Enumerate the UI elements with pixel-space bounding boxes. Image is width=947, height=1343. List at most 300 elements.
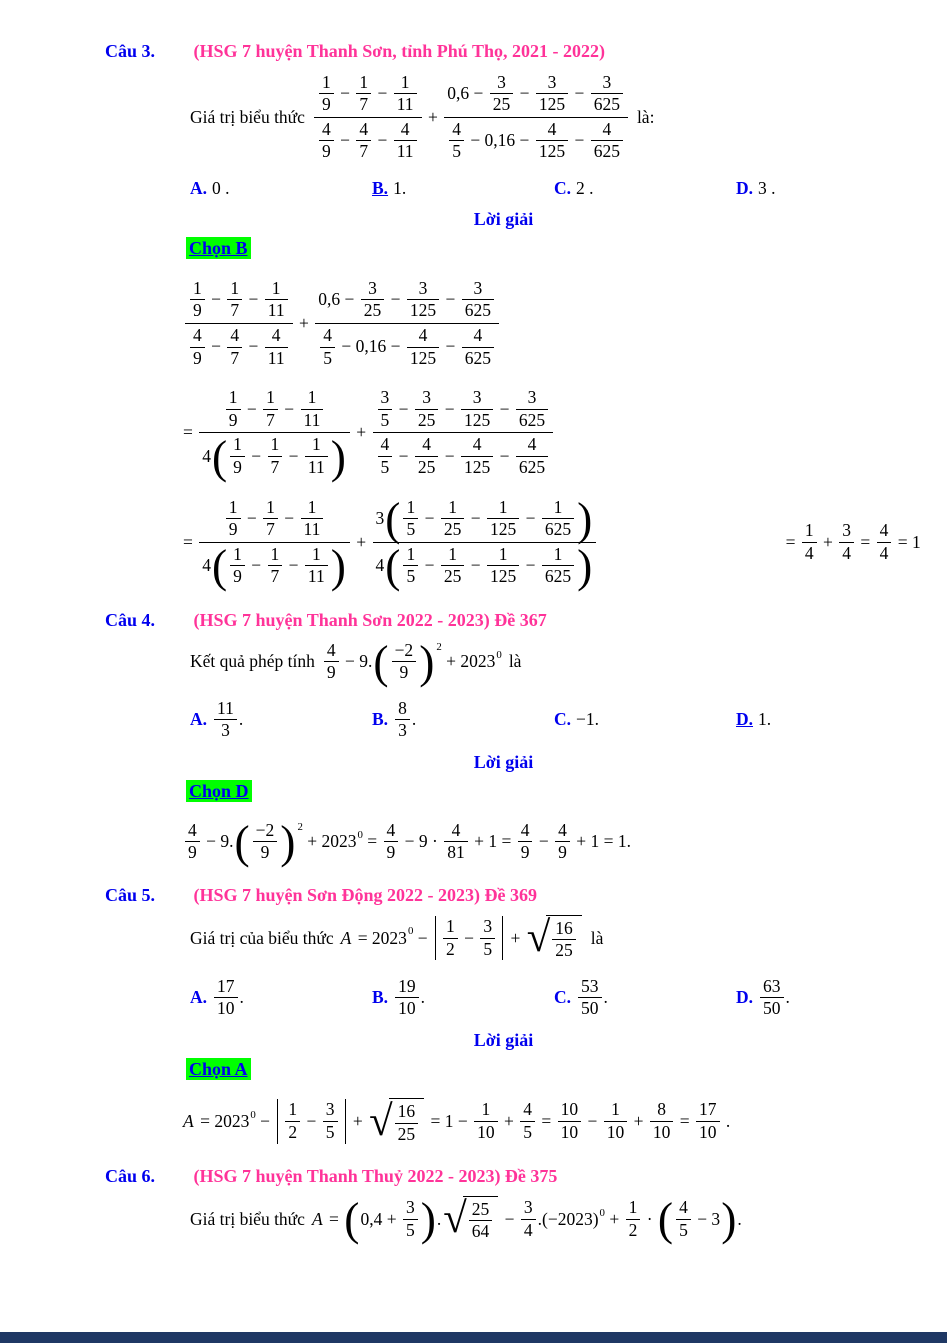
fraction-numerator: 3: [473, 277, 483, 298]
math-fraction: [305, 434, 328, 478]
question-number: Câu 4.: [105, 610, 156, 630]
fraction-numerator: 19: [398, 975, 416, 996]
solution-line: $\frac{4}{9}$ − 9. ( $\frac{-2}{9}$ ) 2 + 2023 0 = $\frac{4}{9}$ − 9 · $\frac{4}{81}$ + 1 = $\frac{4}{9}$ − $\frac{4}{9}$ + 1 = 1.: [183, 820, 631, 864]
math-text: −: [495, 445, 514, 466]
fraction-numerator: 4: [188, 819, 197, 840]
math-fraction: [469, 1199, 493, 1243]
fraction-numerator: 4: [452, 118, 461, 139]
solution-line: [183, 492, 598, 592]
fraction-numerator: 4: [326, 639, 336, 660]
math-fraction: [403, 1197, 418, 1241]
solution-heading: Lời giải: [473, 1029, 534, 1050]
answer-option-c: [554, 709, 736, 730]
fraction-numerator: 3 ( $\frac{1}{5}$ − $\frac{1}{25}$ − $\frac{1}{125}$ − $\frac{1}{625}$ ): [375, 492, 593, 545]
fraction-denominator: 50: [760, 997, 784, 1020]
fraction-denominator: 10: [474, 1121, 498, 1144]
math-fraction: [542, 544, 574, 588]
math-fraction: [490, 72, 514, 116]
fraction-numerator: 1: [406, 543, 416, 564]
fraction-numerator: 4: [380, 434, 390, 455]
math-text: − 3: [692, 1208, 721, 1229]
fraction-denominator: 625: [462, 347, 494, 370]
chosen-answer-row: [186, 781, 947, 802]
fraction-denominator: 9: [226, 518, 241, 541]
fraction-denominator: 125: [407, 347, 439, 370]
math-fraction: [263, 497, 278, 541]
fraction-denominator: 7: [263, 518, 278, 541]
fraction-denominator: 25: [552, 939, 576, 962]
fraction-denominator: [314, 117, 422, 164]
fraction-denominator: 11: [394, 93, 417, 116]
fraction-numerator: 4: [679, 1197, 688, 1218]
answer-row: [190, 698, 947, 742]
math-text: −: [420, 507, 439, 528]
fraction-denominator: 9: [392, 661, 417, 684]
fraction-numerator: 25: [471, 1198, 490, 1219]
fraction-denominator: 9: [253, 841, 278, 864]
fraction-denominator: 11: [305, 565, 328, 588]
fraction-numerator: 1: [266, 387, 275, 408]
math-text: .: [411, 709, 417, 730]
math-fraction: [558, 1099, 582, 1143]
question-suffix: là: [590, 927, 604, 948]
math-text: −: [570, 82, 589, 103]
answer-value: [758, 178, 776, 199]
answer-option-a: [190, 976, 372, 1020]
fraction-numerator: 4: [602, 118, 612, 139]
question-number: Câu 5.: [105, 885, 156, 906]
math-text: − 9 ·: [400, 831, 443, 852]
math-text: .: [436, 1208, 442, 1229]
fraction-numerator: 4: [558, 819, 567, 840]
math-text: −: [206, 289, 226, 310]
math-fraction: [323, 1099, 338, 1143]
math-fraction: [444, 71, 628, 164]
math-text: =: [183, 531, 198, 552]
math-text: 3 .: [758, 177, 776, 198]
fraction-denominator: 10: [696, 1121, 720, 1144]
fraction-denominator: 2: [285, 1121, 300, 1144]
question-suffix: là: [508, 651, 522, 672]
fraction-denominator: 125: [461, 409, 493, 432]
fraction-denominator: 9: [190, 347, 205, 370]
question-source: (HSG 7 huyện Sơn Động 2022 - 2023) Đề 369: [193, 885, 538, 906]
math-text: −: [570, 129, 589, 150]
math-fraction: [650, 1099, 674, 1143]
math-text: − 0,16 −: [465, 129, 534, 150]
fraction-denominator: 5: [378, 409, 393, 432]
math-fraction: [230, 434, 245, 478]
fraction-denominator: 5: [520, 1121, 535, 1144]
answer-letter: A.: [190, 177, 208, 198]
fraction-denominator: 9: [230, 565, 245, 588]
fraction-denominator: 7: [227, 347, 242, 370]
answer-option-d: [736, 178, 776, 199]
math-text: 1.: [758, 709, 772, 730]
answer-value: [212, 976, 244, 1020]
math-text: 2 .: [576, 177, 594, 198]
math-fraction: [185, 277, 293, 370]
math-fraction: [877, 520, 892, 564]
math-text: 0 .: [212, 177, 230, 198]
math-fraction: [415, 387, 439, 431]
fraction-numerator: −2: [394, 639, 414, 660]
fraction-numerator: 3: [523, 1197, 533, 1218]
window-bottom-bar: [0, 1332, 947, 1343]
math-text: −: [335, 82, 355, 103]
math-fraction: [604, 1099, 628, 1143]
math-fraction: [378, 434, 393, 478]
fraction-numerator: 1: [307, 496, 317, 517]
fraction-denominator: 625: [516, 456, 548, 479]
math-text: −: [246, 445, 266, 466]
math-text: =: [675, 1111, 695, 1132]
math-fraction: [760, 976, 784, 1020]
math-text: + 2023: [441, 651, 496, 672]
fraction-denominator: 9: [518, 841, 533, 864]
radicand: [546, 915, 582, 962]
math-fraction: [265, 325, 288, 369]
math-fraction: [199, 496, 350, 592]
fraction-numerator: 53: [581, 975, 599, 996]
fraction-numerator: 17: [217, 975, 235, 996]
fraction-denominator: 25: [490, 93, 514, 116]
math-text: −: [284, 555, 303, 576]
fraction-numerator: 1: [270, 434, 280, 455]
math-fraction: [520, 1099, 535, 1143]
math-fraction: [516, 387, 548, 431]
math-fraction: [373, 386, 554, 479]
math-fraction: [591, 119, 623, 163]
math-text: +: [499, 1111, 519, 1132]
fraction-denominator: 11: [305, 456, 328, 479]
question-prefix: Giá trị của biểu thức: [190, 927, 334, 948]
fraction-numerator: 1: [359, 71, 369, 92]
answer-row: [190, 976, 947, 1020]
math-text: + 1 = 1.: [571, 831, 631, 852]
fraction-numerator: 4: [520, 819, 530, 840]
fraction-numerator: 3: [527, 387, 537, 408]
math-fraction: [214, 976, 238, 1020]
answer-value: [212, 698, 243, 742]
question-source: (HSG 7 huyện Thanh Thuỷ 2022 - 2023) Đề 375: [193, 1166, 558, 1187]
math-text: +: [351, 531, 371, 552]
math-text: −: [302, 1111, 321, 1132]
math-text: −: [242, 398, 262, 419]
fraction-denominator: 7: [268, 565, 283, 588]
math-fraction: [626, 1197, 641, 1241]
question-source: (HSG 7 huyện Thanh Sơn 2022 - 2023) Đề 367: [193, 610, 547, 630]
answer-option-b: [372, 698, 554, 742]
fraction-numerator: [315, 277, 499, 323]
math-text: 0,6 −: [447, 82, 488, 103]
answer-value: [576, 976, 608, 1020]
answer-value: [393, 178, 406, 199]
math-text: +: [348, 1111, 368, 1132]
fraction-numerator: [185, 277, 293, 323]
fraction-denominator: 125: [536, 93, 568, 116]
fraction-numerator: 3: [325, 1099, 335, 1120]
math-fraction: [395, 976, 419, 1020]
question-prefix: Giá trị biểu thức: [190, 1208, 305, 1229]
answer-letter: C.: [554, 177, 572, 198]
math-fraction: [441, 544, 465, 588]
fraction-numerator: 4: [879, 520, 889, 541]
math-text: −: [242, 507, 262, 528]
square-root: √ $\frac{16}{25}$: [527, 915, 582, 962]
fraction-numerator: 1: [230, 277, 240, 298]
answer-letter: B.: [372, 177, 389, 198]
math-fraction: [227, 278, 242, 322]
math-fraction: [591, 72, 623, 116]
math-fraction: [461, 434, 493, 478]
math-fraction: [356, 72, 371, 116]
math-fraction: [285, 1099, 300, 1143]
fraction-numerator: 3: [602, 71, 612, 92]
math-text: +: [294, 313, 314, 334]
fraction-denominator: 9: [319, 93, 334, 116]
math-fraction: [449, 119, 464, 163]
math-fraction: [415, 434, 439, 478]
fraction-numerator: 1: [228, 387, 238, 408]
answer-letter: B.: [372, 709, 389, 730]
math-text: −: [413, 927, 432, 948]
math-text: −: [206, 336, 226, 357]
math-fraction: [696, 1099, 720, 1143]
math-text: −: [279, 398, 299, 419]
fraction-denominator: 50: [578, 997, 602, 1020]
fraction-numerator: 4: [386, 819, 396, 840]
math-fraction: [265, 278, 288, 322]
fraction-denominator: 4: [839, 542, 854, 565]
math-text: −: [373, 82, 392, 103]
answer-value: [758, 709, 771, 730]
math-text: −: [255, 1111, 275, 1132]
radicand: [463, 1196, 499, 1243]
fraction-denominator: 9: [555, 841, 570, 864]
fraction-numerator: [199, 496, 350, 542]
fraction-numerator: 1: [498, 543, 508, 564]
math-fraction: [403, 544, 418, 588]
fraction-denominator: 625: [542, 565, 574, 588]
math-fraction: [443, 916, 458, 960]
fraction-denominator: [315, 323, 499, 370]
fraction-denominator: 9: [384, 841, 399, 864]
fraction-denominator: 4 ( $\frac{1}{9}$ − $\frac{1}{7}$ − $\frac{1}{11}$ ): [199, 542, 350, 589]
fraction-numerator: 8: [398, 697, 407, 718]
fraction-numerator: 3: [418, 277, 428, 298]
answer-option-d: [736, 709, 771, 730]
answer-letter: A.: [190, 987, 208, 1008]
radicand: [389, 1098, 425, 1145]
question-suffix: là:: [636, 106, 655, 127]
fraction-denominator: 5: [378, 456, 393, 479]
fraction-denominator: 11: [301, 409, 324, 432]
fraction-denominator: 625: [591, 93, 623, 116]
question-3-block: [0, 40, 947, 597]
math-text: .: [420, 987, 425, 1008]
fraction-numerator: 4: [193, 325, 202, 346]
math-text: −: [495, 398, 514, 419]
math-fraction: [263, 387, 278, 431]
fraction-denominator: 7: [263, 409, 278, 432]
question-prefix: Kết quả phép tính: [190, 651, 315, 672]
fraction-numerator: 10: [560, 1099, 579, 1120]
fraction-denominator: 625: [462, 299, 494, 322]
fraction-denominator: 625: [591, 140, 623, 163]
fraction-numerator: 3: [483, 916, 493, 937]
math-fraction: [407, 278, 439, 322]
solution-line: [183, 386, 555, 483]
fraction-numerator: 4: [400, 118, 410, 139]
math-text: .(−2023): [537, 1208, 599, 1229]
question-number: Câu 3.: [105, 41, 156, 61]
math-fraction: [839, 520, 854, 564]
answer-option-d: [736, 976, 790, 1020]
question-number: Câu 6.: [105, 1166, 156, 1187]
fraction-denominator: 5: [403, 518, 418, 541]
fraction-denominator: 625: [542, 518, 574, 541]
fraction-denominator: 25: [441, 518, 465, 541]
math-text: = 1 −: [426, 1111, 473, 1132]
fraction-denominator: 125: [536, 140, 568, 163]
fraction-denominator: 11: [265, 347, 288, 370]
fraction-numerator: 11: [217, 697, 234, 718]
math-fraction: [301, 497, 324, 541]
fraction-denominator: 81: [444, 841, 468, 864]
math-fraction: [474, 1099, 498, 1143]
fraction-numerator: [199, 386, 350, 432]
fraction-numerator: 8: [657, 1099, 667, 1120]
fraction-denominator: 25: [395, 1123, 419, 1146]
fraction-numerator: 4: [323, 325, 332, 346]
fraction-numerator: 1: [481, 1099, 491, 1120]
math-fraction: [319, 119, 334, 163]
fraction-numerator: 4: [230, 325, 240, 346]
answer-value: [576, 709, 599, 730]
math-fraction: [361, 278, 385, 322]
math-fraction: [319, 72, 334, 116]
math-fraction: [521, 1197, 536, 1241]
math-text: −1.: [576, 709, 600, 730]
square-root: √ $\frac{16}{25}$: [369, 1098, 424, 1145]
chosen-answer-row: [186, 1059, 947, 1080]
question-prefix: Giá trị biểu thức: [190, 106, 305, 127]
math-text: − 9.: [340, 651, 373, 672]
math-text: =: [537, 1111, 556, 1132]
fraction-numerator: 1: [628, 1197, 638, 1218]
fraction-numerator: 1: [611, 1099, 620, 1120]
math-text: =: [855, 531, 875, 552]
chosen-answer-row: [186, 238, 947, 259]
chosen-answer-badge: Chọn A: [186, 1058, 251, 1080]
answer-letter: C.: [554, 987, 572, 1008]
math-text: −: [244, 289, 263, 310]
math-fraction: [395, 698, 410, 742]
fraction-denominator: 25: [361, 299, 385, 322]
math-fraction: [214, 698, 237, 742]
math-fraction: [552, 918, 576, 962]
fraction-numerator: 4: [473, 325, 483, 346]
fraction-denominator: 125: [461, 456, 493, 479]
fraction-numerator: 1: [228, 496, 238, 517]
fraction-numerator: 1: [498, 496, 508, 517]
math-text: −: [466, 555, 485, 576]
math-fraction: [356, 119, 371, 163]
fraction-denominator: 5: [676, 1219, 691, 1242]
math-fraction: [392, 640, 417, 684]
fraction-numerator: 1: [553, 496, 563, 517]
fraction-numerator: 1: [193, 277, 202, 298]
fraction-numerator: [444, 71, 628, 117]
question-3-header: [105, 40, 947, 63]
math-text: −: [335, 129, 355, 150]
fraction-denominator: 4: [802, 542, 817, 565]
math-text: 4: [202, 445, 211, 466]
fraction-denominator: 2: [443, 938, 458, 961]
fraction-numerator: 3: [368, 277, 377, 298]
fraction-numerator: 1: [804, 520, 814, 541]
fraction-denominator: 5: [403, 1219, 418, 1242]
absolute-value-bars: [435, 916, 503, 960]
math-fraction: [395, 1101, 419, 1145]
fraction-denominator: 3: [395, 719, 410, 742]
math-text: −: [459, 927, 479, 948]
fraction-numerator: 1: [270, 543, 280, 564]
question-6-header: [105, 1165, 947, 1188]
math-fraction: [487, 497, 519, 541]
fraction-denominator: 10: [650, 1121, 674, 1144]
math-fraction: [301, 387, 324, 431]
fraction-numerator: 3: [422, 387, 432, 408]
math-fraction: [480, 916, 495, 960]
fraction-numerator: 3: [547, 71, 557, 92]
question-4-header: [105, 609, 947, 632]
fraction-denominator: 3: [214, 719, 237, 742]
answer-row: [190, 178, 947, 199]
fraction-numerator: 1: [311, 434, 321, 455]
math-fraction: [518, 820, 533, 864]
math-fraction: [394, 72, 417, 116]
fraction-numerator: 3: [472, 387, 482, 408]
math-fraction: [324, 640, 339, 684]
fraction-numerator: 3: [380, 387, 390, 408]
math-fraction: [190, 278, 205, 322]
fraction-numerator: 1: [448, 496, 457, 517]
math-text: −: [441, 336, 460, 357]
fraction-denominator: 9: [185, 841, 200, 864]
math-fraction: [487, 544, 519, 588]
math-fraction: [394, 119, 417, 163]
fraction-denominator: 7: [356, 140, 371, 163]
math-fraction: [378, 387, 393, 431]
fraction-denominator: 9: [190, 299, 205, 322]
fraction-denominator: 9: [324, 661, 339, 684]
math-text: =: [183, 422, 198, 443]
fraction-denominator: 5: [449, 140, 464, 163]
fraction-denominator: 5: [323, 1121, 338, 1144]
fraction-numerator: 1: [288, 1099, 298, 1120]
math-fraction: [185, 820, 200, 864]
answer-letter: D.: [736, 709, 754, 730]
math-fraction: [461, 387, 493, 431]
math-fraction: [268, 544, 283, 588]
fraction-denominator: 4 ( $\frac{1}{9}$ − $\frac{1}{7}$ − $\frac{1}{11}$ ): [199, 432, 350, 479]
math-text: −: [279, 507, 299, 528]
answer-letter: D.: [736, 987, 754, 1008]
math-text: −: [440, 445, 460, 466]
fraction-numerator: 4: [422, 434, 432, 455]
